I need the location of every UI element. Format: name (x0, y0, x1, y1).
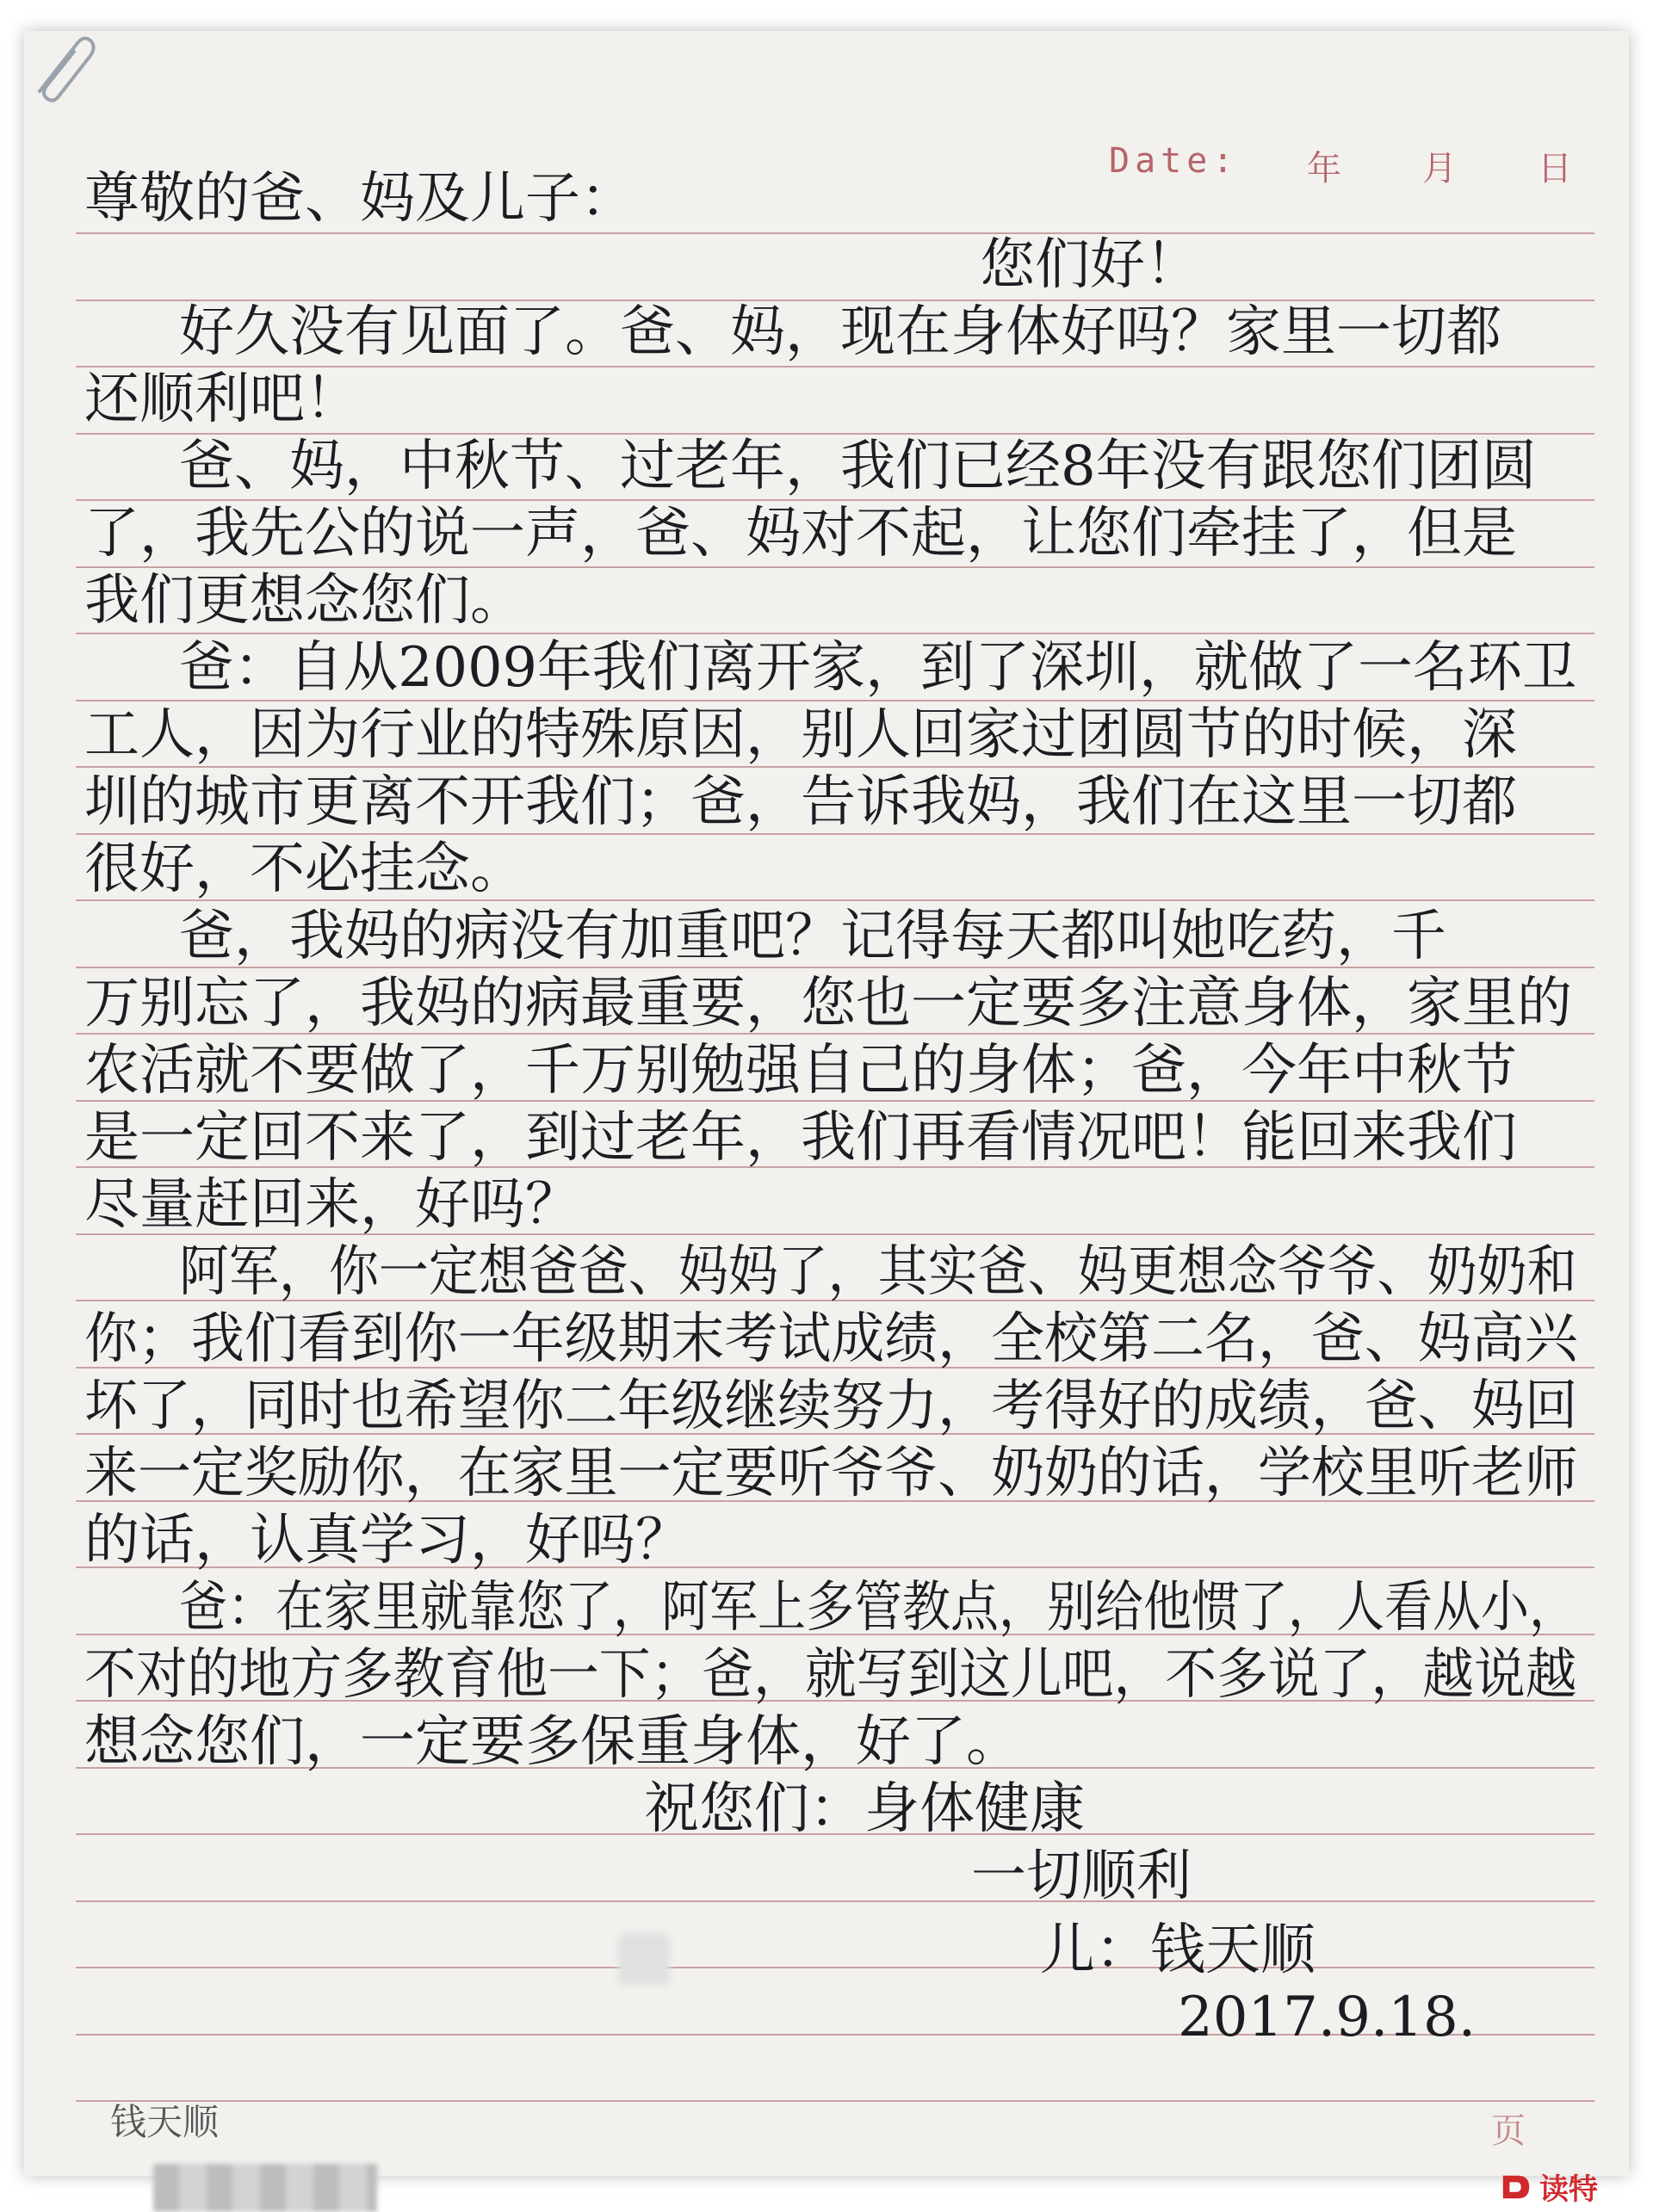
letter-line: 很好，不必挂念。 (84, 837, 525, 901)
brand-logo-icon (1500, 2171, 1532, 2203)
letter-line: 我们更想念您们。 (84, 569, 525, 633)
letter-line: 坏了，同时也希望你二年级继续努力，考得好的成绩，爸、妈回 (84, 1375, 1578, 1438)
redacted-area (153, 2164, 377, 2212)
blurred-mark (618, 1933, 670, 1985)
letter-line: 尽量赶回来，好吗？ (84, 1173, 580, 1237)
letter-line: 您们好！ (980, 233, 1200, 297)
letter-line: 爸：在家里就靠您了，阿军上多管教点，别给他惯了，人看从小， (179, 1576, 1577, 1640)
brand-watermark (1500, 2166, 1598, 2208)
letter-line: 是一定回不来了，到过老年，我们再看情况吧！能回来我们 (84, 1106, 1517, 1170)
letter-line: 一切顺利 (971, 1844, 1192, 1908)
letter-line: 阿军，你一定想爸爸、妈妈了，其实爸、妈更想念爷爷、奶奶和 (179, 1240, 1577, 1304)
letter-line: 2017.9.18. (1178, 1986, 1477, 2049)
letter-line: 你；我们看到你一年级期末考试成绩，全校第二名，爸、妈高兴 (84, 1307, 1578, 1371)
paperclip-icon (24, 31, 102, 108)
letter-line: 来一定奖励你，在家里一定要听爷爷、奶奶的话，学校里听老师 (84, 1442, 1578, 1505)
letter-line: 不对的地方多教育他一下；爸，就写到这儿吧，不多说了，越说越 (84, 1643, 1577, 1707)
letter-line: 祝您们：身体健康 (644, 1777, 1085, 1841)
letter-sheet (24, 31, 1629, 2207)
letter-line: 儿：钱天顺 (1040, 1919, 1316, 1982)
date-year: 年 (1307, 149, 1347, 188)
date-day: 日 (1538, 149, 1577, 188)
margin-note: 钱天顺 (110, 2101, 220, 2143)
letter-line: 好久没有见面了。爸、妈，现在身体好吗？家里一切都 (179, 300, 1501, 364)
date-label: Date: (1109, 141, 1239, 181)
letter-line: 工人，因为行业的特殊原因，别人回家过团圆节的时候，深 (84, 703, 1517, 767)
brand-text: 读特 (1539, 2172, 1598, 2207)
letter-line: 圳的城市更离不开我们；爸，告诉我妈，我们在这里一切都 (84, 770, 1517, 834)
letter-line: 爸、妈，中秋节、过老年，我们已经8年没有跟您们团圆 (179, 435, 1537, 498)
letter-line: 想念您们，一定要多保重身体，好了。 (84, 1710, 1021, 1774)
letter-line: 农活就不要做了，千万别勉强自己的身体；爸，今年中秋节 (84, 1039, 1517, 1103)
date-month: 月 (1422, 149, 1462, 188)
letter-line: 万别忘了，我妈的病最重要，您也一定要多注意身体，家里的 (84, 972, 1572, 1035)
letter-line: 爸：自从2009年我们离开家，到了深圳，就做了一名环卫 (179, 636, 1577, 700)
letter-line: 的话，认真学习，好吗？ (84, 1509, 690, 1572)
ruled-line (76, 1967, 1594, 1968)
letter-line: 爸，我妈的病没有加重吧？记得每天都叫她吃药，千 (179, 905, 1446, 968)
ruled-line (76, 1900, 1594, 1902)
page-label: 页 (1491, 2111, 1526, 2151)
letter-line: 尊敬的爸、妈及儿子： (84, 167, 635, 231)
letter-line: 了，我先公的说一声，爸、妈对不起，让您们牵挂了，但是 (84, 502, 1517, 565)
letter-line: 还顺利吧！ (84, 368, 360, 431)
